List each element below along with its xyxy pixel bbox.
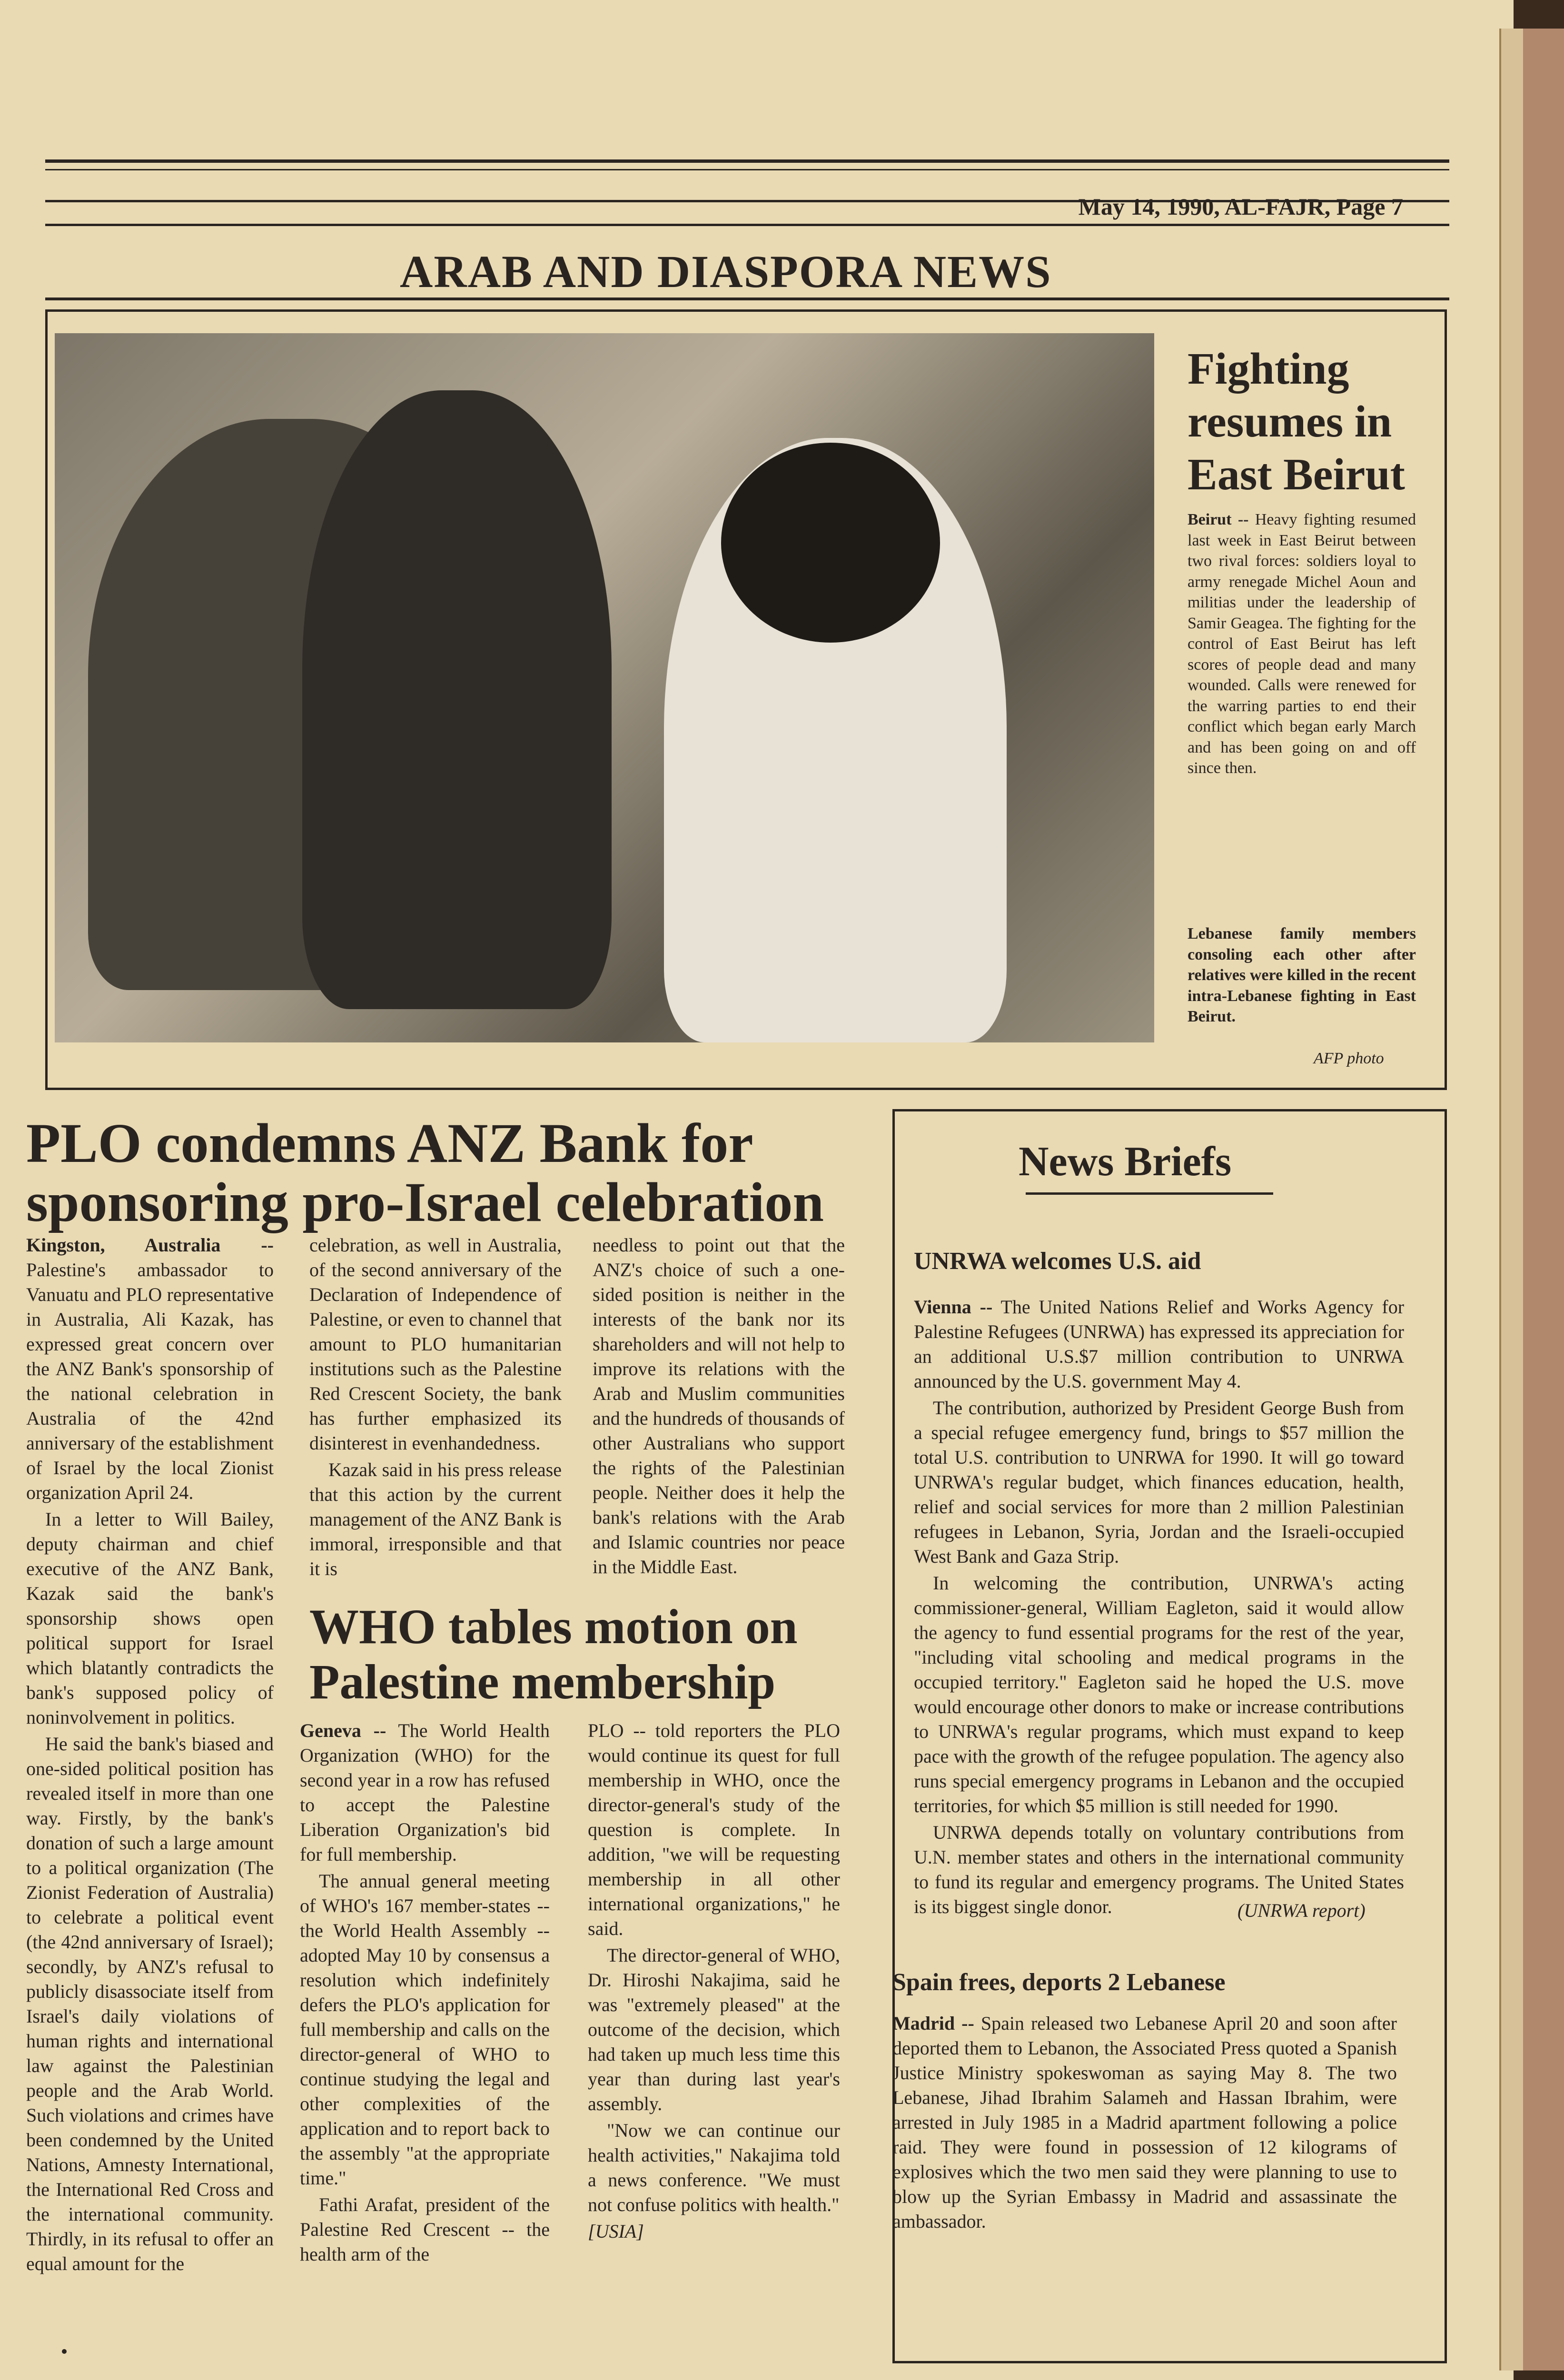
plo-column-1: Kingston, Australia -- Palestine's ambassador to Vanuatu and PLO representative in Australia, Ali Kazak, has expressed great concern over the ANZ Bank's sponsorship of the national celebration in Australia of the 42nd anniversary of the establishment of Israel by the local Zionist organization April 24. In a letter to Will Bailey, deputy chairman and chief executive of the ANZ Bank, Kazak said the bank's sponsorship shows open political support for Israel which blatantly contradicts the bank's supposed policy of noninvolvement in politics. He said the bank's biased and one-sided political position has revealed itself in more than one way. Firstly, by the bank's donation of such a large amount to a political organization (The Zionist Federation of Australia) to celebrate a political event (the 42nd anniversary of Israel); secondly, by ANZ's refusal to publicly disassociate itself from Israel's daily violations of human rights and international law against the Palestinian people and the Arab World. Such violations and crimes have been condemned by the United Nations, Amnesty International, the International Red Cross and the international community. Thirdly, in its refusal to offer an equal amount for the xyxy=(26,1234,274,2274)
fighting-body: Beirut -- Heavy fighting resumed last week in East Beirut between two rival forces: soldiers loyal to army renegade Michel Aoun and militias under the leadership of Samir Geagea. The fighting for the control of East Beirut has left scores of people dead and many wounded. Calls were renewed for the warring parties to end their conflict which began early March and has been going on and off since then. xyxy=(1188,511,1416,777)
plo-headline: PLO condemns ANZ Bank for sponsoring pro-Israel celebration xyxy=(26,1112,824,1233)
binding-edge xyxy=(1523,29,1564,2370)
who-column-1: Geneva -- The World Health Organization (WHO) for the second year in a row has refused to accept the Palestine Liberation Organization's bid for full membership. The annual general meeting of WHO's 167 member-states -- the World Health Assembly -- adopted May 10 by consensus a resolution which indefinitely defers the PLO's application for full membership and calls on the director-general of WHO to continue studying the legal and other complexities of the application and to report back to the assembly "at the appropriate time." Fathi Arafat, president of the Palestine Red Crescent -- the health arm of the xyxy=(300,1720,550,2265)
photo-credit: AFP photo xyxy=(1314,1050,1384,1067)
news-briefs-rule xyxy=(1026,1192,1273,1195)
plo-column-2: celebration, as well in Australia, of the second anniversary of the Declaration of Independence of Palestine, or even to channel that amount to PLO humanitarian institutions such as the Palestine Red Crescent Society, the bank has further emphasized its disinterest in evenhandedness. Kazak said in his press release that this action by the current management of the ANZ Bank is immoral, irresponsible and that it is xyxy=(309,1234,562,1579)
photo-figure-man xyxy=(302,390,612,1009)
section-title: ARAB AND DIASPORA NEWS xyxy=(400,246,1052,297)
header-rule xyxy=(45,224,1449,226)
who-column-2: PLO -- told reporters the PLO would continue its quest for full membership in WHO, once the director-general's study of the question is complete. In addition, "we will be requesting membership in all other international organizations," he said. The director-general of WHO, Dr. Hiroshi Nakajima, said he was "extremely pleased" at the outcome of the decision, which had taken up much less time this year than during last year's assembly. "Now we can continue our health activities," Nakajima told a news conference. "We must not confuse politics with health." [USIA] xyxy=(588,1718,840,2246)
ink-speck xyxy=(62,2349,67,2354)
news-briefs-title: News Briefs xyxy=(1019,1139,1232,1185)
unrwa-headline: UNRWA welcomes U.S. aid xyxy=(914,1248,1201,1275)
spain-headline: Spain frees, deports 2 Lebanese xyxy=(892,1969,1226,1996)
unrwa-source: (UNRWA report) xyxy=(1237,1900,1366,1921)
top-rule-1 xyxy=(45,159,1449,163)
top-rule-2 xyxy=(45,169,1449,170)
date-line: May 14, 1990, AL-FAJR, Page 7 xyxy=(1078,193,1403,220)
who-source: [USIA] xyxy=(588,2221,644,2242)
photo-figure-woman-hair xyxy=(721,443,940,643)
who-headline: WHO tables motion on Palestine membership xyxy=(309,1599,798,1710)
fighting-headline: Fighting resumes in East Beirut xyxy=(1188,344,1405,499)
section-rule xyxy=(45,298,1449,300)
news-photo xyxy=(55,333,1154,1042)
photo-caption: Lebanese family members consoling each other after relatives were killed in the recent intra-Lebanese fighting in East Beirut. xyxy=(1188,925,1416,1026)
unrwa-body: Vienna -- The United Nations Relief and Works Agency for Palestine Refugees (UNRWA) has expressed its appreciation for an additional U.S.$7 million contribution to UNRWA announced by the U.S. government May 4. The contribution, authorized by President George Bush from a special refugee emergency fund, brings to $57 million the total U.S. contribution to UNRWA for 1990. It will go toward UNRWA's regular budget, which finances education, health, relief and social services for more than 2 million Palestinian refugees in Lebanon, Syria, Jordan and the Israeli-occupied West Bank and Gaza Strip. In welcoming the contribution, UNRWA's acting commissioner-general, William Eagleton, said it would allow the agency to fund essential programs for the rest of the year, "including vital schooling and medical programs in the occupied territory." Eagleton said he hoped the U.S. move would encourage other donors to make or increase contributions to UNRWA's regular programs, which must expand to keep pace with the growth of the refugee population. The agency also runs special emergency programs in Lebanon and the occupied territories, for which $5 million is still needed for 1990. UNRWA depends totally on voluntary contributions from U.N. member states and others in the international community to fund its regular and emergency programs. The United States is its biggest single donor. xyxy=(914,1296,1405,1917)
plo-column-3: needless to point out that the ANZ's choice of such a one-sided position is neither in the interests of the bank nor its shareholders and will not help to improve its relations with the Arab and Muslim communities and the hundreds of thousands of other Australians who support the rights of the Palestinian people. Neither does it help the bank's relations with the Arab and Islamic countries nor peace in the Middle East. xyxy=(593,1234,845,1577)
spain-body: Madrid -- Spain released two Lebanese April 20 and soon after deported them to Lebanon, the Associated Press quoted a Spanish Justice Ministry spokeswoman as saying May 8. The two Lebanese, Jihad Ibrahim Salameh and Hassan Ibrahim, were arrested in July 1985 in a Madrid apartment following a police raid. They were found in possession of 12 kilograms of explosives which the two men said they were planning to use to blow up the Syrian Embassy in Madrid and assassinate the ambassador. xyxy=(892,2013,1397,2232)
